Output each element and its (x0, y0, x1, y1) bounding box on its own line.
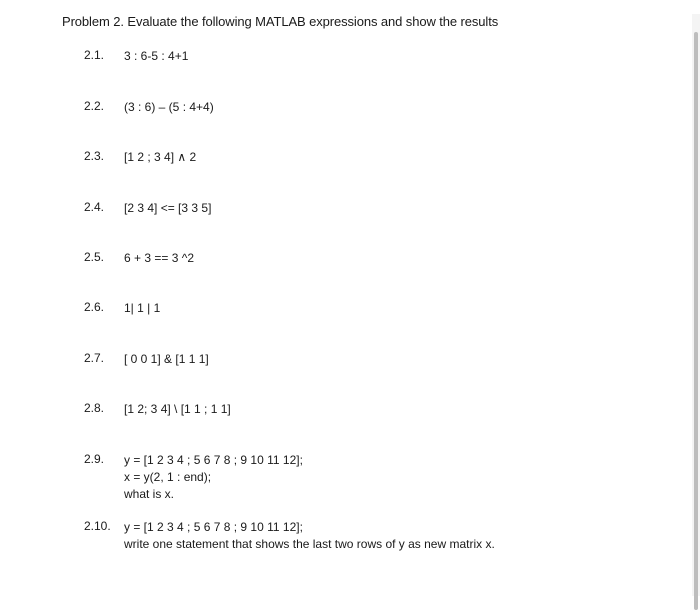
expression-line: [1 2 ; 3 4] ∧ 2 (124, 150, 197, 164)
item-expression (124, 351, 209, 368)
item-expression (124, 401, 231, 418)
item-expression (124, 48, 188, 65)
expression-line: (3 : 6) – (5 : 4+4) (124, 100, 214, 114)
item-expression (124, 200, 211, 217)
item-expression (124, 149, 196, 166)
item-number: 2.10. (84, 519, 111, 533)
expression-line: 3 : 6-5 : 4+1 (124, 49, 189, 63)
expression-line: 6 + 3 == 3 ^2 (124, 251, 195, 265)
item-number: 2.9. (84, 452, 105, 466)
item-number: 2.4. (84, 200, 105, 214)
item-number: 2.7. (84, 351, 105, 365)
expression-line: what is x. (124, 487, 175, 501)
expression-line: x = y(2, 1 : end); (124, 470, 212, 484)
item-number: 2.5. (84, 250, 105, 264)
vertical-scrollbar[interactable] (692, 14, 700, 596)
item-number: 2.6. (84, 300, 105, 314)
problem-title: Problem 2. Evaluate the following MATLAB expressions and show the results (62, 14, 499, 29)
expression-line: [2 3 4] <= [3 3 5] (124, 201, 212, 215)
item-number: 2.2. (84, 99, 105, 113)
expression-line: y = [1 2 3 4 ; 5 6 7 8 ; 9 10 11 12]; (124, 520, 303, 534)
expression-line: [1 2; 3 4] \ [1 1 ; 1 1] (124, 402, 231, 416)
expression-line: y = [1 2 3 4 ; 5 6 7 8 ; 9 10 11 12]; (124, 453, 303, 467)
item-expression (124, 99, 214, 116)
item-expression (124, 250, 194, 267)
item-number: 2.1. (84, 48, 105, 62)
item-expression (124, 300, 160, 317)
expression-line: 1| 1 | 1 (124, 301, 161, 315)
scrollbar-thumb[interactable] (694, 32, 698, 610)
item-expression (124, 452, 303, 503)
item-expression (124, 519, 495, 553)
item-number: 2.8. (84, 401, 105, 415)
expression-line: write one statement that shows the last two rows of y as new matrix x. (124, 537, 495, 551)
expression-line: [ 0 0 1] & [1 1 1] (124, 352, 209, 366)
item-number: 2.3. (84, 149, 105, 163)
